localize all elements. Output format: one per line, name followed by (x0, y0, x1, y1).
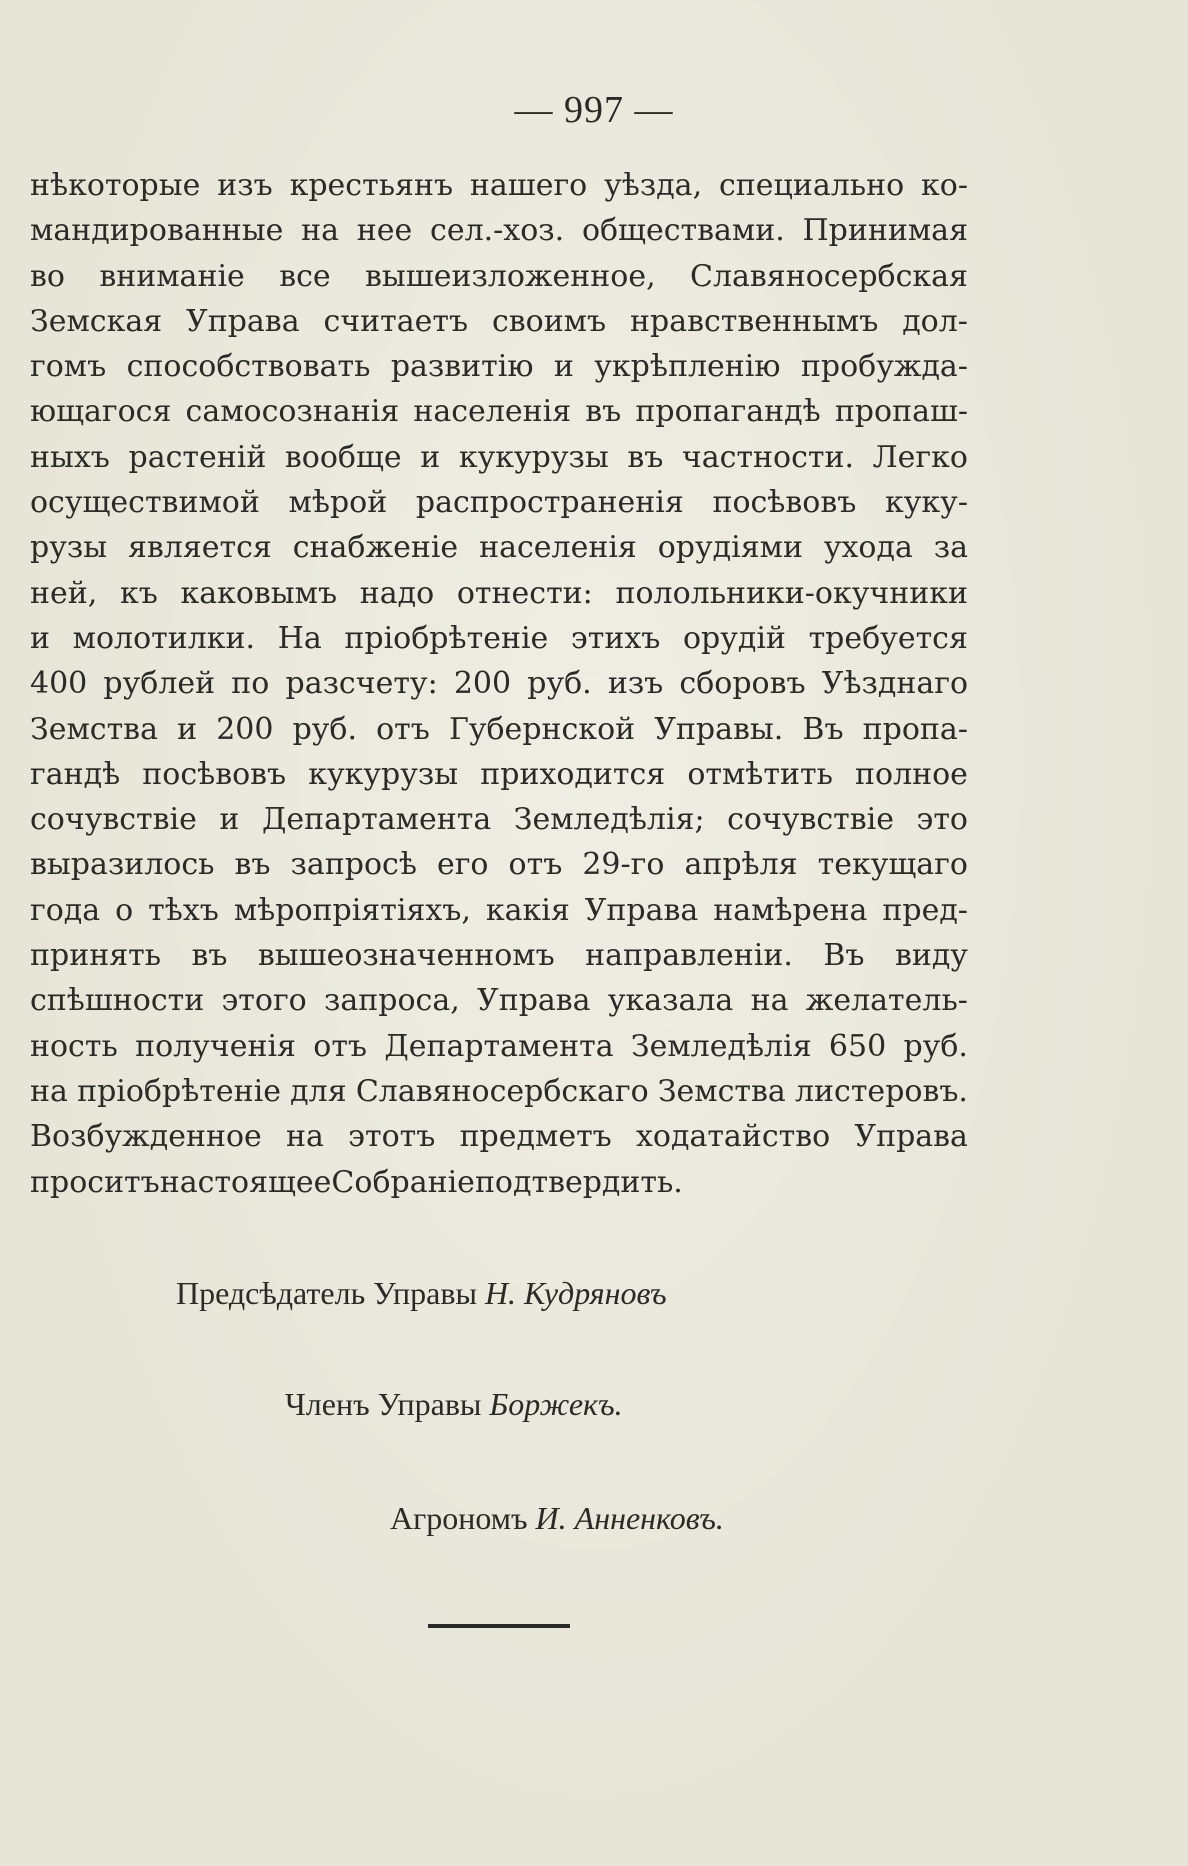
word: сел.-хоз. (430, 213, 565, 249)
word: Въ (823, 938, 865, 974)
word: пріобрѣтеніе (344, 620, 549, 656)
word: въ (585, 394, 622, 430)
word: Департамента (384, 1028, 614, 1064)
word: спѣшности (30, 983, 205, 1019)
text-line (30, 344, 968, 389)
word: полученія (135, 1028, 296, 1064)
word: специально (718, 168, 905, 203)
word: намѣрена (713, 892, 868, 928)
text-line (30, 299, 968, 344)
text-line (30, 933, 968, 978)
word: гомъ (30, 349, 107, 385)
text-line (30, 1160, 968, 1205)
text-line (30, 707, 968, 752)
word: вышеизложенное, (365, 258, 656, 294)
word: руб. (903, 1028, 968, 1064)
word: руб. (527, 666, 592, 702)
word: нѣкоторые (30, 168, 201, 203)
word: и (30, 620, 50, 656)
word: пробужда- (800, 349, 968, 385)
word: изъ (217, 168, 273, 203)
closing-rule (428, 1624, 570, 1628)
word: Управы. (654, 711, 784, 747)
word: Собраніе (331, 1164, 475, 1200)
word: выразилось (30, 847, 215, 883)
word: все (279, 258, 331, 294)
word: растеній (128, 439, 267, 475)
word: разсчету: (285, 666, 438, 702)
word: сборовъ (679, 666, 806, 702)
word: на (30, 1073, 68, 1109)
signature-title: Членъ Управы (285, 1386, 482, 1422)
word: своимъ (491, 303, 607, 339)
text-line (30, 1114, 968, 1159)
text-line (30, 1024, 968, 1069)
word: въ (234, 847, 271, 883)
text-line (30, 842, 968, 887)
word: текущаго (817, 847, 968, 883)
word: Принимая (802, 213, 968, 249)
word: запроса, (324, 983, 460, 1019)
word: отъ (376, 711, 430, 747)
text-line (30, 752, 968, 797)
word: Земства (30, 711, 158, 747)
word: нее (356, 213, 413, 249)
word: полное (855, 756, 968, 792)
word: уѣзда, (604, 168, 703, 203)
text-line (30, 389, 968, 434)
word: нашего (469, 168, 588, 203)
text-line (30, 480, 968, 525)
word: сочувствіе (30, 802, 197, 838)
word: куку- (885, 485, 968, 521)
word: Земства (657, 1073, 786, 1109)
word: кукурузы (458, 439, 609, 475)
word: полольники-окучники (615, 575, 968, 611)
word: его (436, 847, 489, 883)
word: къ (119, 575, 158, 611)
word: предметъ (459, 1119, 612, 1155)
page-number: — 997 — (514, 89, 674, 131)
word: этихъ (570, 620, 661, 656)
word: апрѣля (684, 847, 798, 883)
body-text (30, 163, 968, 1205)
word: отъ (313, 1028, 368, 1064)
word: 650 (828, 1028, 887, 1064)
word: пропа- (862, 711, 968, 747)
text-line (30, 525, 968, 570)
word: крестьянъ (289, 168, 454, 203)
word: желатель- (805, 983, 968, 1019)
word: пропаш- (834, 394, 968, 430)
word: каковымъ (180, 575, 338, 611)
word: ющагося (30, 394, 172, 430)
word: это (916, 802, 968, 838)
word: 200 (453, 666, 512, 702)
word: руб. (292, 711, 358, 747)
word: отмѣтить (687, 756, 833, 792)
word: указала (607, 983, 734, 1019)
word: посѣвовъ (712, 485, 857, 521)
word: вышеозначенномъ (257, 938, 555, 974)
text-line (30, 797, 968, 842)
word: проситъ (30, 1164, 160, 1200)
word: Губернской (448, 711, 636, 747)
word: ныхъ (30, 439, 110, 475)
word: частности. (681, 439, 854, 475)
word: способствовать (126, 349, 371, 385)
word: рублей (103, 666, 216, 702)
signature-title: Агрономъ (390, 1500, 528, 1536)
signature-name: Боржекъ. (489, 1386, 623, 1422)
word: населенія (479, 530, 637, 566)
word: развитію (390, 349, 534, 385)
word: осуществимой (30, 485, 260, 521)
word: 200 (216, 711, 274, 747)
signature-title: Предсѣдатель Управы (176, 1275, 477, 1311)
word: Въ (802, 711, 844, 747)
word: Легко (872, 439, 968, 475)
word: ней, (30, 575, 98, 611)
word: Земская (30, 303, 163, 339)
text-line (30, 888, 968, 933)
word: снабженіе (292, 530, 459, 566)
word: Славяносербскаго (355, 1073, 649, 1109)
word: тѣхъ (148, 892, 219, 928)
signature-name: Н. Кудряновъ (484, 1275, 667, 1311)
word: мѣрой (288, 485, 388, 521)
word: и (177, 711, 198, 747)
signature-agronomist (390, 1500, 724, 1537)
word: вниманіе (99, 258, 245, 294)
word: распространенія (415, 485, 684, 521)
signature-chairman (176, 1275, 667, 1312)
word: Земледѣлія; (513, 802, 705, 838)
word: на (286, 1119, 324, 1155)
word: считаетъ (323, 303, 469, 339)
word: изъ (607, 666, 664, 702)
word: пропагандѣ (635, 394, 821, 430)
word: гандѣ (30, 756, 121, 792)
word: мѣропріятіяхъ, (233, 892, 471, 928)
word: настоящее (159, 1164, 332, 1200)
word: Управа (477, 983, 591, 1019)
word: отъ (508, 847, 563, 883)
word: Управа (854, 1119, 968, 1155)
word: для (290, 1073, 347, 1109)
word: На (277, 620, 322, 656)
word: по (231, 666, 270, 702)
word: 29-го (582, 847, 665, 883)
text-line (30, 661, 968, 706)
text-line (30, 571, 968, 616)
signature-member (285, 1386, 623, 1423)
word: запросѣ (290, 847, 417, 883)
word: ко- (921, 168, 968, 203)
word: въ (191, 938, 228, 974)
word: этотъ (348, 1119, 436, 1155)
word: обществами. (581, 213, 785, 249)
word: и (219, 802, 240, 838)
word: кукурузы (308, 756, 459, 792)
text-line (30, 163, 968, 208)
word: отнести: (456, 575, 593, 611)
word: самосознанія (185, 394, 400, 430)
word: вообще (284, 439, 402, 475)
signature-name: И. Анненковъ. (535, 1500, 724, 1536)
word: листеровъ. (794, 1073, 968, 1109)
word: пріобрѣтеніе (77, 1073, 281, 1109)
word: на (301, 213, 339, 249)
word: и (553, 349, 574, 385)
word: Департамента (261, 802, 492, 838)
word: Земледѣлія (630, 1028, 812, 1064)
text-line (30, 254, 968, 299)
text-line (30, 435, 968, 480)
word: во (30, 258, 65, 294)
word: какія (485, 892, 570, 928)
word: требуется (808, 620, 968, 656)
word: Уѣзднаго (821, 666, 968, 702)
word: посѣвовъ (142, 756, 287, 792)
word: на (750, 983, 789, 1019)
word: принять (30, 938, 162, 974)
word: ность (30, 1028, 118, 1064)
word: ходатайство (636, 1119, 831, 1155)
word: мандированные (30, 213, 284, 249)
word: орудій (682, 620, 786, 656)
word: является (127, 530, 272, 566)
text-line (30, 208, 968, 253)
word: Славяносербская (690, 258, 968, 294)
word: года (30, 892, 101, 928)
word: подтвердить. (474, 1164, 683, 1200)
word: приходится (480, 756, 666, 792)
word: укрѣпленію (594, 349, 781, 385)
word: этого (221, 983, 307, 1019)
word: и (420, 439, 441, 475)
text-line (30, 1069, 968, 1114)
word: въ (627, 439, 664, 475)
text-line (30, 616, 968, 661)
word: Управа (584, 892, 699, 928)
word: Управа (186, 303, 300, 339)
text-line (30, 978, 968, 1023)
word: виду (894, 938, 968, 974)
word: 400 (30, 666, 88, 702)
word: пред- (882, 892, 968, 928)
word: орудіями (657, 530, 803, 566)
word: за (933, 530, 968, 566)
word: населенія (413, 394, 572, 430)
word: дол- (902, 303, 968, 339)
word: молотилки. (72, 620, 256, 656)
word: нравственнымъ (630, 303, 879, 339)
word: надо (359, 575, 435, 611)
word: о (115, 892, 134, 928)
word: рузы (30, 530, 108, 566)
word: сочувствіе (727, 802, 894, 838)
word: ухода (823, 530, 913, 566)
word: Возбужденное (30, 1119, 262, 1155)
word: направленіи. (585, 938, 793, 974)
